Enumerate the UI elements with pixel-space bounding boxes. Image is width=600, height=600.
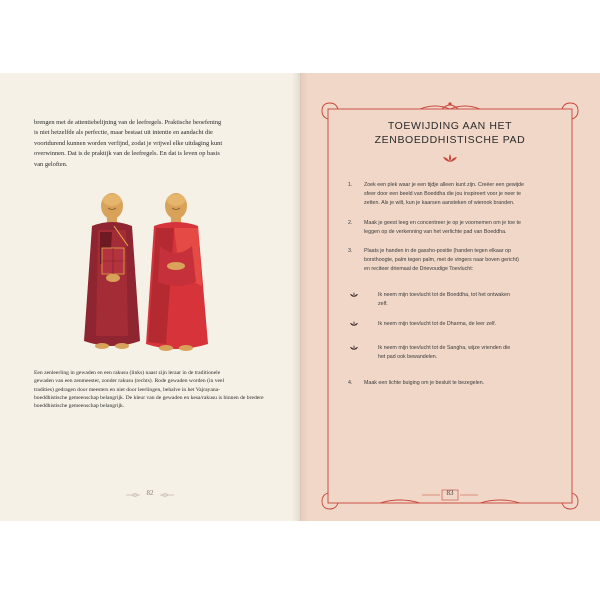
refuge-line: zelf. [378,301,388,308]
step-text [364,379,558,388]
lotus-bullet-icon [350,345,358,351]
step-number: 2. [348,220,353,226]
refuge-text [378,344,558,362]
page-number: 83 [446,489,454,497]
step-line: borsthoogte, palm tegen palm, met de vingers naar boven gericht) [364,257,519,264]
lotus-bullet-icon [350,321,358,327]
step-line: en reciteer driemaal de Drievoudige Toevlucht: [364,266,474,273]
step-line: leggen op de verkenning van het verlichte pad van Boeddha. [364,229,507,236]
page-number: 82 [146,489,154,497]
body-line: overwinnen. Dat is de praktijk van de leefregels. En dat is leven op basis [34,150,220,158]
body-text [34,118,270,170]
body-line: brengen met de attentiebelijning van de leefregels. Praktische beoefening [34,119,222,126]
caption-line: tradities) gedragen door meesters en niet door leerlingen, behalve in het Vajrayana- [34,386,220,393]
page-number-left [120,489,180,501]
illustration-caption [34,369,270,410]
step-line: Zoek een plek waar je een tijdje alleen kunt zijn. Creëer een gewijde [364,182,524,188]
step-line: Maak je geest leeg en concentreer je op je voornemen om je toe te [364,220,521,226]
right-page [300,73,600,521]
refuge-line: Ik neem mijn toevlucht tot de Boeddha, tot het ontwaken [378,292,510,298]
caption-line: boeddhistische gemeenschap belangrijk. [34,403,125,410]
caption-line: Een zenleerling in gewaden en een rakusu (links) naast zijn leraar in de traditionele [34,370,221,376]
caption-line: gewaden van een zenmeester, zonder rakusu (rechts). Rode gewaden worden (in veel [34,378,225,385]
title-line: TOEWIJDING AAN HET [387,120,513,132]
refuge-line: Ik neem mijn toevlucht tot de Dharma, de leer zelf. [378,321,497,327]
body-line: voortdurend kunnen worden verfijnd, zodat je vrijwel elke uitdaging kunt [34,139,223,147]
refuge-line: het pad ook bewandelen. [378,354,438,361]
left-page [0,73,300,521]
step-line: Plaats je handen in de gassho-positie (handen tegen elkaar op [364,248,511,254]
body-line: is niet hetzelfde als perfectie, maar bestaat uit intentie en aandacht die [34,129,213,137]
title-line: ZENBOEDDHISTISCHE PAD [374,134,526,146]
step-line: zetten. Als je wilt, kun je kaarsen aansteken of wierook branden. [364,200,515,207]
book-spread [0,73,600,521]
student-monk [84,193,140,349]
caption-line: boeddhistische gemeenschap belangrijk. De kleur van de gewaden en kesa/rakusu is binnen de bredere [34,394,264,401]
refuge-text [378,291,558,309]
lotus-icon [442,153,458,163]
step-number: 4. [348,380,353,386]
step-line: sfeer door een beeld van Boeddha die jou inspireert voor je neer te [364,191,521,198]
step-number: 3. [348,248,353,254]
refuge-line: Ik neem mijn toevlucht tot de Sangha, wijze vrienden die [378,345,511,351]
page-number-right [420,489,480,501]
lotus-bullet-icon [350,292,358,298]
step-text [364,247,558,275]
teacher-monk [146,193,208,351]
step-number: 1. [348,182,353,188]
section-title [320,119,580,147]
step-line: Maak een lichte buiging om je besluit te bezegelen. [364,380,485,386]
refuge-text [378,320,558,329]
body-line: van geloften. [34,160,68,168]
step-text [364,181,558,209]
step-text [364,219,558,237]
monks-illustration [70,186,220,366]
book-gutter [292,73,308,521]
